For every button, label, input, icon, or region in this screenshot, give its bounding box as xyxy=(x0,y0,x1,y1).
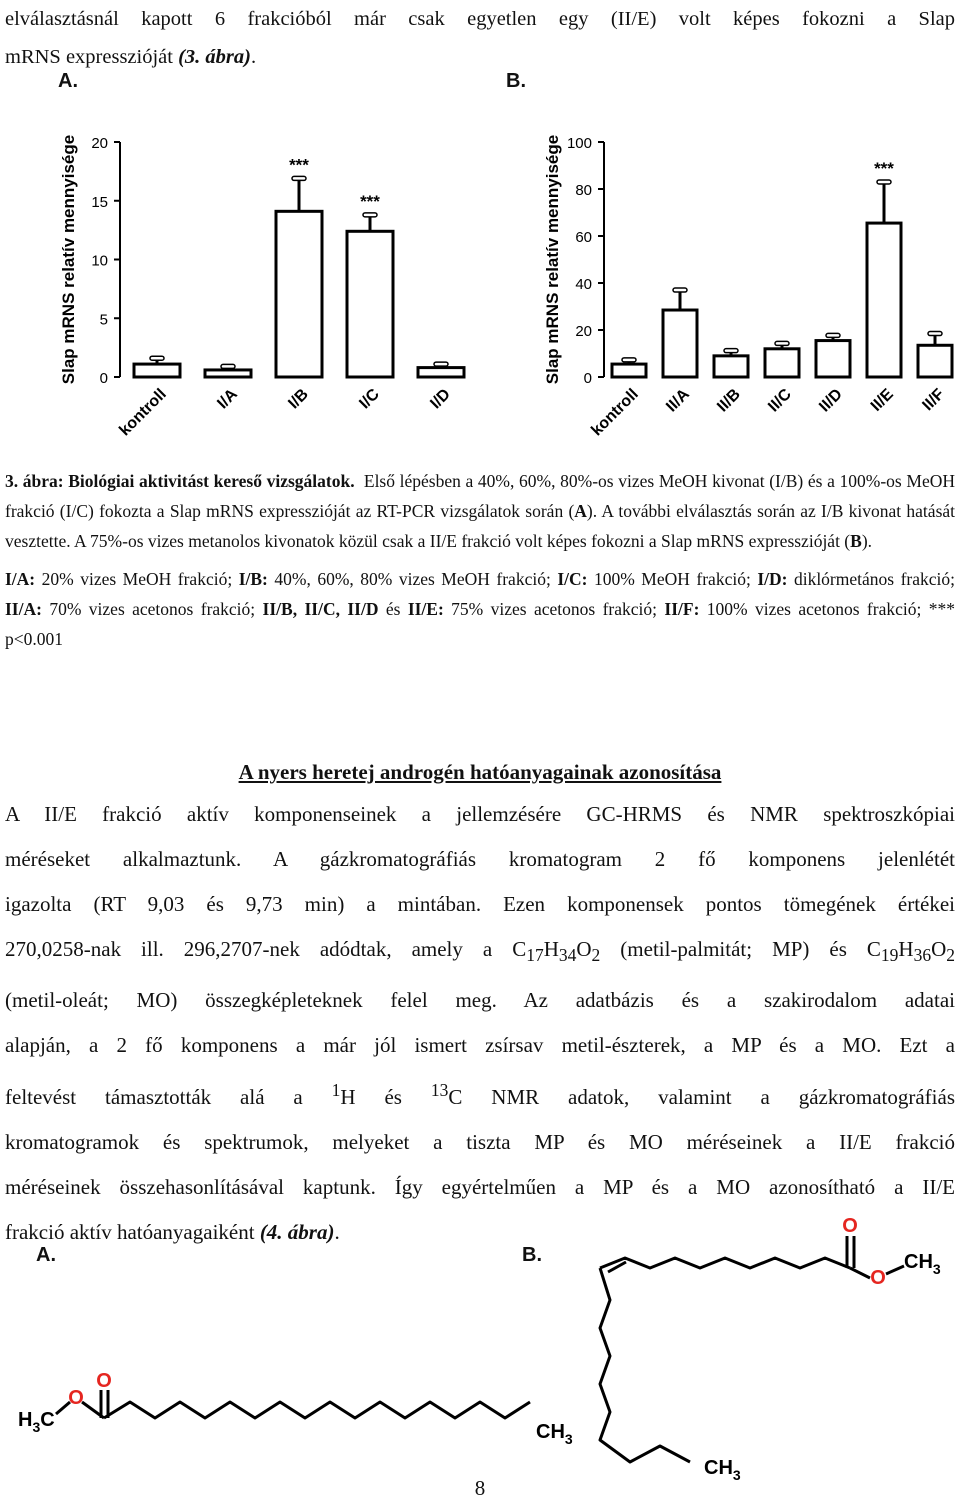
legend-iie-key: II/E: xyxy=(407,599,444,619)
superscript: 1 xyxy=(331,1080,341,1101)
caption-text-1: Első lépésben a 40%, 60%, 80%-os vizes MeOH kivonat (I/B) és a 100%-os MeOH frakció (I/C) fokozta a Slap mRNS expresszióját az RT-PCR vizsgálatok során ( xyxy=(5,471,955,521)
body-line: kromatogramok és spektrumok, melyeket a tiszta MP és MO méréseinek a II/E frakció xyxy=(5,1130,955,1155)
significance-label: *** xyxy=(360,191,380,211)
bar xyxy=(867,223,901,377)
legend-and: és xyxy=(378,599,408,619)
bar xyxy=(205,370,251,377)
caption-bold-b: B xyxy=(850,531,862,551)
body-line: (metil-oleát; MO) összegképleteknek felel meg. Az adatbázis és a szakirodalom adatai xyxy=(5,988,955,1013)
subscript: 2 xyxy=(946,945,955,966)
body-text-span: O xyxy=(576,937,592,961)
caption-text-3: ). xyxy=(861,531,873,551)
error-cap xyxy=(928,332,942,336)
bar xyxy=(276,211,322,377)
bar xyxy=(918,345,952,377)
bar xyxy=(347,231,393,377)
body-text-span: 270,0258-nak ill. 296,2707-nek adódtak, amely a C xyxy=(5,937,527,961)
body-paragraph xyxy=(5,792,955,1255)
atom-ch: CH xyxy=(904,1251,933,1273)
subscript: 34 xyxy=(558,945,577,966)
y-axis-label: Slap mRNS relatív mennyisége xyxy=(59,134,78,385)
y-axis-label: Slap mRNS relatív mennyisége xyxy=(543,134,562,385)
bar xyxy=(714,356,748,377)
bar xyxy=(765,349,799,377)
bond xyxy=(886,1266,904,1274)
legend-ia: 20% vizes MeOH frakció; xyxy=(35,569,239,589)
body-text-span: H és xyxy=(340,1085,431,1110)
x-tick-label: I/A xyxy=(214,385,241,413)
y-tick-label: 40 xyxy=(575,276,592,293)
bar xyxy=(816,341,850,377)
molecule-methyl-palmitate xyxy=(0,1370,600,1460)
body-line-formula xyxy=(5,927,955,978)
fig4-label-b: B. xyxy=(522,1244,542,1266)
bar xyxy=(418,368,464,377)
svg-text:CH3 xyxy=(904,1251,941,1277)
x-tick-label: I/C xyxy=(356,385,383,413)
body-line: igazolta (RT 9,03 és 9,73 min) a mintában. Ezen komponensek pontos tömegének értékei xyxy=(5,892,955,916)
body-text-span: O xyxy=(931,937,947,961)
error-cap xyxy=(434,362,448,366)
atom-oxygen-ester: O xyxy=(870,1267,886,1289)
carbon-chain-upper xyxy=(600,1258,850,1268)
subscript: 19 xyxy=(880,945,899,966)
caption-text-2: ). A további elválasztás során az I/B kivonat hatását vesztette. A 75%-os vizes metanolos kivonatok közül csak a II/E frakció volt képes fokozni a Slap mRNS expresszióját ( xyxy=(5,501,956,551)
y-tick-label: 15 xyxy=(91,193,108,211)
x-tick-label: I/D xyxy=(427,385,454,413)
subscript: 3 xyxy=(732,1467,741,1483)
methyl-group-left xyxy=(18,1409,55,1435)
panel-label-b: B. xyxy=(506,70,526,92)
body-text-span: . xyxy=(334,1220,340,1245)
body-text-span: feltevést támasztották alá a xyxy=(5,1085,332,1110)
error-cap xyxy=(877,180,891,184)
error-cap xyxy=(292,176,306,180)
intro-paragraph xyxy=(5,0,955,76)
molecule-methyl-oleate xyxy=(560,1210,960,1490)
error-cap xyxy=(775,341,789,345)
intro-line-2-end: . xyxy=(250,46,257,68)
y-tick-label: 0 xyxy=(583,370,592,387)
legend-iia-key: II/A: xyxy=(5,599,42,619)
x-tick-label: II/A xyxy=(663,385,693,416)
figure-caption xyxy=(5,466,955,654)
body-text-span: H xyxy=(898,937,914,961)
legend-id: diklórmetános frakció; xyxy=(787,569,955,589)
x-tick-label: II/C xyxy=(765,385,795,416)
subscript: 3 xyxy=(932,1261,941,1277)
legend-ic: 100% MeOH frakció; xyxy=(587,569,758,589)
body-line-nmr xyxy=(5,1068,955,1120)
superscript: 13 xyxy=(430,1080,449,1101)
chart-a xyxy=(0,110,480,455)
legend-iif-key: II/F: xyxy=(664,599,700,619)
x-tick-label: kontroll xyxy=(116,385,170,440)
x-tick-label: kontroll xyxy=(588,385,642,440)
error-cap xyxy=(826,333,840,337)
y-tick-label: 100 xyxy=(566,135,592,152)
chart-b xyxy=(480,110,960,455)
bond xyxy=(850,1268,870,1278)
atom-ch: CH xyxy=(536,1421,565,1443)
body-line: méréseinek összehasonlításával kaptunk. Így egyértelműen a MP és a MO azonosítható a II/E xyxy=(5,1175,955,1200)
legend-ic-key: I/C: xyxy=(557,569,588,589)
error-cap xyxy=(673,288,687,292)
body-text-span: frakció aktív hatóanyagaiként xyxy=(5,1220,260,1245)
y-tick-label: 80 xyxy=(575,182,592,199)
legend-ib-key: I/B: xyxy=(238,569,268,589)
body-line: alapján, a 2 fő komponens a már jól ismert zsírsav metil-észterek, a MP és a MO. Ezt a xyxy=(5,1033,955,1058)
body-line: méréseket alkalmaztunk. A gázkromatográfiás kromatogram 2 fő komponens jelenlétét xyxy=(5,847,955,871)
significance-label: *** xyxy=(874,158,894,178)
atom-c: C xyxy=(40,1409,55,1431)
atom-oxygen-carbonyl: O xyxy=(96,1370,112,1392)
legend-id-key: I/D: xyxy=(757,569,788,589)
methyl-group-ester xyxy=(904,1251,941,1277)
legend-iif: 100% vizes acetonos frakció; *** p<0.001 xyxy=(5,599,955,649)
bar xyxy=(663,310,697,377)
body-text-span: (metil-palmitát; MP) és C xyxy=(600,937,881,961)
carbon-chain-lower xyxy=(600,1268,690,1462)
significance-label: *** xyxy=(289,155,309,175)
legend-iie: 75% vizes acetonos frakció; xyxy=(443,599,665,619)
x-tick-label: II/D xyxy=(816,385,846,416)
atom-h: H xyxy=(18,1409,33,1431)
bar xyxy=(134,364,180,377)
y-tick-label: 60 xyxy=(575,229,592,246)
subscript: 3 xyxy=(564,1431,573,1447)
y-tick-label: 20 xyxy=(91,135,108,152)
body-line: A II/E frakció aktív komponenseinek a jellemzésére GC-HRMS és NMR spektroszkópiai xyxy=(5,802,955,826)
subscript: 3 xyxy=(32,1419,41,1435)
fig4-label-a: A. xyxy=(36,1244,56,1266)
carbon-chain xyxy=(104,1402,530,1418)
atom-oxygen-ester: O xyxy=(68,1387,84,1409)
legend-iib-key: II/B, II/C, II/D xyxy=(262,599,379,619)
error-cap xyxy=(221,364,235,368)
error-cap xyxy=(363,213,377,217)
section-heading: A nyers heretej androgén hatóanyagainak azonosítása xyxy=(238,760,722,784)
error-cap xyxy=(622,358,636,362)
x-tick-label: II/F xyxy=(919,385,948,415)
body-text-span: C NMR adatok, valamint a gázkromatográfiás xyxy=(448,1085,956,1110)
legend-iia: 70% vizes acetonos frakció; xyxy=(41,599,263,619)
error-cap xyxy=(150,356,164,360)
y-tick-label: 0 xyxy=(99,370,108,387)
figure-reference: (3. ábra) xyxy=(178,46,251,68)
intro-line-2: mRNS expresszióját xyxy=(5,46,179,68)
x-tick-label: II/B xyxy=(714,385,744,416)
y-tick-label: 10 xyxy=(91,252,108,270)
legend-ia-key: I/A: xyxy=(5,569,36,589)
bar xyxy=(612,364,646,377)
y-tick-label: 20 xyxy=(575,323,592,340)
subscript: 17 xyxy=(526,945,544,966)
error-cap xyxy=(724,349,738,353)
legend-ib: 40%, 60%, 80% vizes MeOH frakció; xyxy=(267,569,558,589)
y-tick-label: 5 xyxy=(99,311,108,329)
page-number: 8 xyxy=(474,1476,486,1500)
subscript: 36 xyxy=(913,945,932,966)
subscript: 2 xyxy=(591,945,601,966)
panel-label-a: A. xyxy=(58,70,78,92)
intro-line-1: elválasztásnál kapott 6 frakcióból már csak egyetlen egy (II/E) volt képes fokozni a Slap xyxy=(5,8,955,30)
x-tick-label: II/E xyxy=(867,385,897,415)
x-tick-label: I/B xyxy=(285,385,312,413)
caption-bold-a: A xyxy=(574,501,587,521)
figure-reference: (4. ábra) xyxy=(259,1220,335,1245)
atom-oxygen-carbonyl: O xyxy=(842,1215,858,1237)
caption-title: 3. ábra: Biológiai aktivitást kereső vizsgálatok. xyxy=(5,471,355,491)
atom-ch: CH xyxy=(704,1457,733,1479)
svg-text:H3C xyxy=(18,1409,55,1435)
body-text-span: H xyxy=(543,937,559,961)
